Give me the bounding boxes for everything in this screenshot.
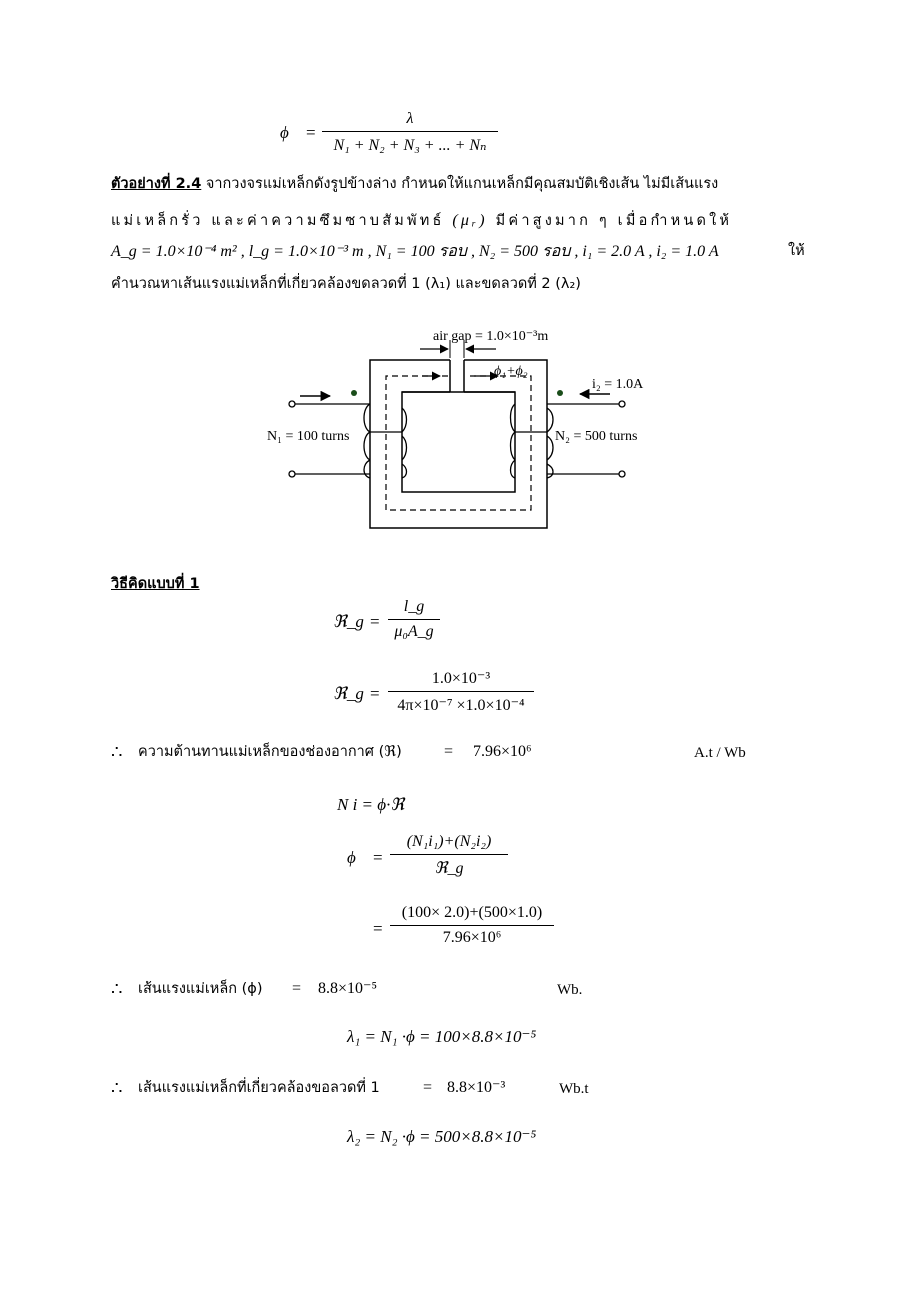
eq1-fraction	[388, 598, 440, 641]
terminal-2a	[619, 401, 625, 407]
flux-label: ϕ₁+ϕ₂	[494, 364, 528, 379]
eq4-lhs: ϕ	[347, 848, 356, 867]
eq1-numerator: l_g	[403, 598, 425, 615]
i2-label: i₂ = 1.0A	[592, 377, 644, 392]
top-eq-numerator: λ	[406, 110, 414, 127]
terminal-2b	[619, 471, 625, 477]
eq4-equals: =	[373, 848, 383, 867]
res1-value: 7.96×10⁶	[473, 743, 532, 760]
eq5-denominator: 7.96×10⁶	[390, 925, 554, 947]
top-eq-lhs: ϕ	[280, 123, 289, 142]
dot-coil-1	[351, 390, 357, 396]
given-values: A_g = 1.0×10⁻⁴ m² , l_g = 1.0×10⁻³ m , N₁ = 100 รอบ , N₂ = 500 รอบ , i₁ = 2.0 A , i₂ = 1.0 A	[111, 243, 719, 260]
eq2-equals: =	[370, 684, 380, 703]
res3-therefore: ∴	[111, 1078, 123, 1098]
eq5-numerator: (100× 2.0)+(500×1.0)	[401, 904, 543, 921]
res2-text: เส้นแรงแม่เหล็ก (ϕ)	[138, 981, 263, 997]
example-label: ตัวอย่างที่ 2.4	[111, 176, 202, 192]
eq3: N i = ϕ·ℜ	[337, 795, 405, 814]
flux-path-dashed	[386, 376, 531, 510]
eq4-denominator: ℜ_g	[390, 854, 508, 878]
example-line-4: คำนวณหาเส้นแรงแม่เหล็กที่เกี่ยวคล้องขดลวดที่ 1 (λ₁) และขดลวดที่ 2 (λ₂)	[111, 276, 581, 292]
example-line-3-end: ให้	[788, 243, 805, 259]
example-text-1: จากวงจรแม่เหล็กดังรูปข้างล่าง กำหนดให้แกนเหล็กมีคุณสมบัติเชิงเส้น ไม่มีเส้นแรง	[205, 176, 719, 192]
eq5-fraction	[390, 904, 554, 947]
n2-label: N₂ = 500 turns	[555, 429, 638, 444]
terminal-1b	[289, 471, 295, 477]
res2-value: 8.8×10⁻⁵	[318, 980, 378, 997]
res3-text: เส้นแรงแม่เหล็กที่เกี่ยวคล้องขอลวดที่ 1	[138, 1080, 380, 1096]
eq2-denominator: 4π×10⁻⁷ ×1.0×10⁻⁴	[388, 691, 534, 715]
dot-coil-2	[557, 390, 563, 396]
eq2-numerator: 1.0×10⁻³	[431, 670, 491, 687]
air-gap-label: air gap = 1.0×10⁻³m	[433, 329, 549, 344]
method-heading: วิธีคิดแบบที่ 1	[111, 576, 200, 592]
core-inner-window	[402, 392, 515, 492]
core-outer-outline	[370, 360, 547, 528]
top-eq-fraction	[322, 110, 498, 155]
eq1-denominator: μ₀A_g	[388, 619, 440, 641]
example-line-2	[111, 208, 811, 234]
example-text-2c: มีค่าสูงมาก ๆ เมื่อกำหนดให้	[495, 213, 733, 229]
example-text-2a: แม่เหล็กรั่ว และค่าความซึมซาบสัมพัทธ์	[111, 213, 445, 229]
eq6: λ₁ = N₁ ·ϕ = 100×8.8×10⁻⁵	[347, 1027, 537, 1046]
res1-text: ความต้านทานแม่เหล็กของช่องอากาศ (ℜ)	[138, 744, 402, 760]
res1-therefore: ∴	[111, 742, 123, 762]
res1-equals: =	[444, 743, 454, 760]
res2-equals: =	[292, 980, 302, 997]
example-line-1	[111, 172, 811, 197]
res3-value: 8.8×10⁻³	[447, 1079, 506, 1096]
n1-label: N₁ = 100 turns	[267, 429, 350, 444]
res2-unit: Wb.	[557, 982, 583, 998]
res3-equals: =	[423, 1079, 433, 1096]
mu-r-symbol: (μᵣ)	[452, 212, 488, 229]
eq1-lhs: ℜ_g	[333, 612, 364, 631]
eq1-equals: =	[370, 612, 380, 631]
eq5-equals: =	[373, 919, 383, 938]
eq4-numerator: (N₁i₁)+(N₂i₂)	[406, 833, 492, 850]
example-line-3	[111, 239, 811, 265]
eq2-fraction	[388, 668, 534, 715]
res3-unit: Wb.t	[559, 1081, 589, 1097]
eq2-lhs: ℜ_g	[333, 684, 364, 703]
eq4-fraction	[390, 833, 508, 878]
terminal-1a	[289, 401, 295, 407]
top-eq-equals: =	[306, 123, 316, 142]
top-eq-denominator: N₁ + N₂ + N₃ + ... + Nₙ	[322, 131, 498, 155]
res2-therefore: ∴	[111, 979, 123, 999]
res1-unit: A.t / Wb	[694, 745, 746, 761]
eq7: λ₂ = N₂ ·ϕ = 500×8.8×10⁻⁵	[347, 1127, 537, 1146]
